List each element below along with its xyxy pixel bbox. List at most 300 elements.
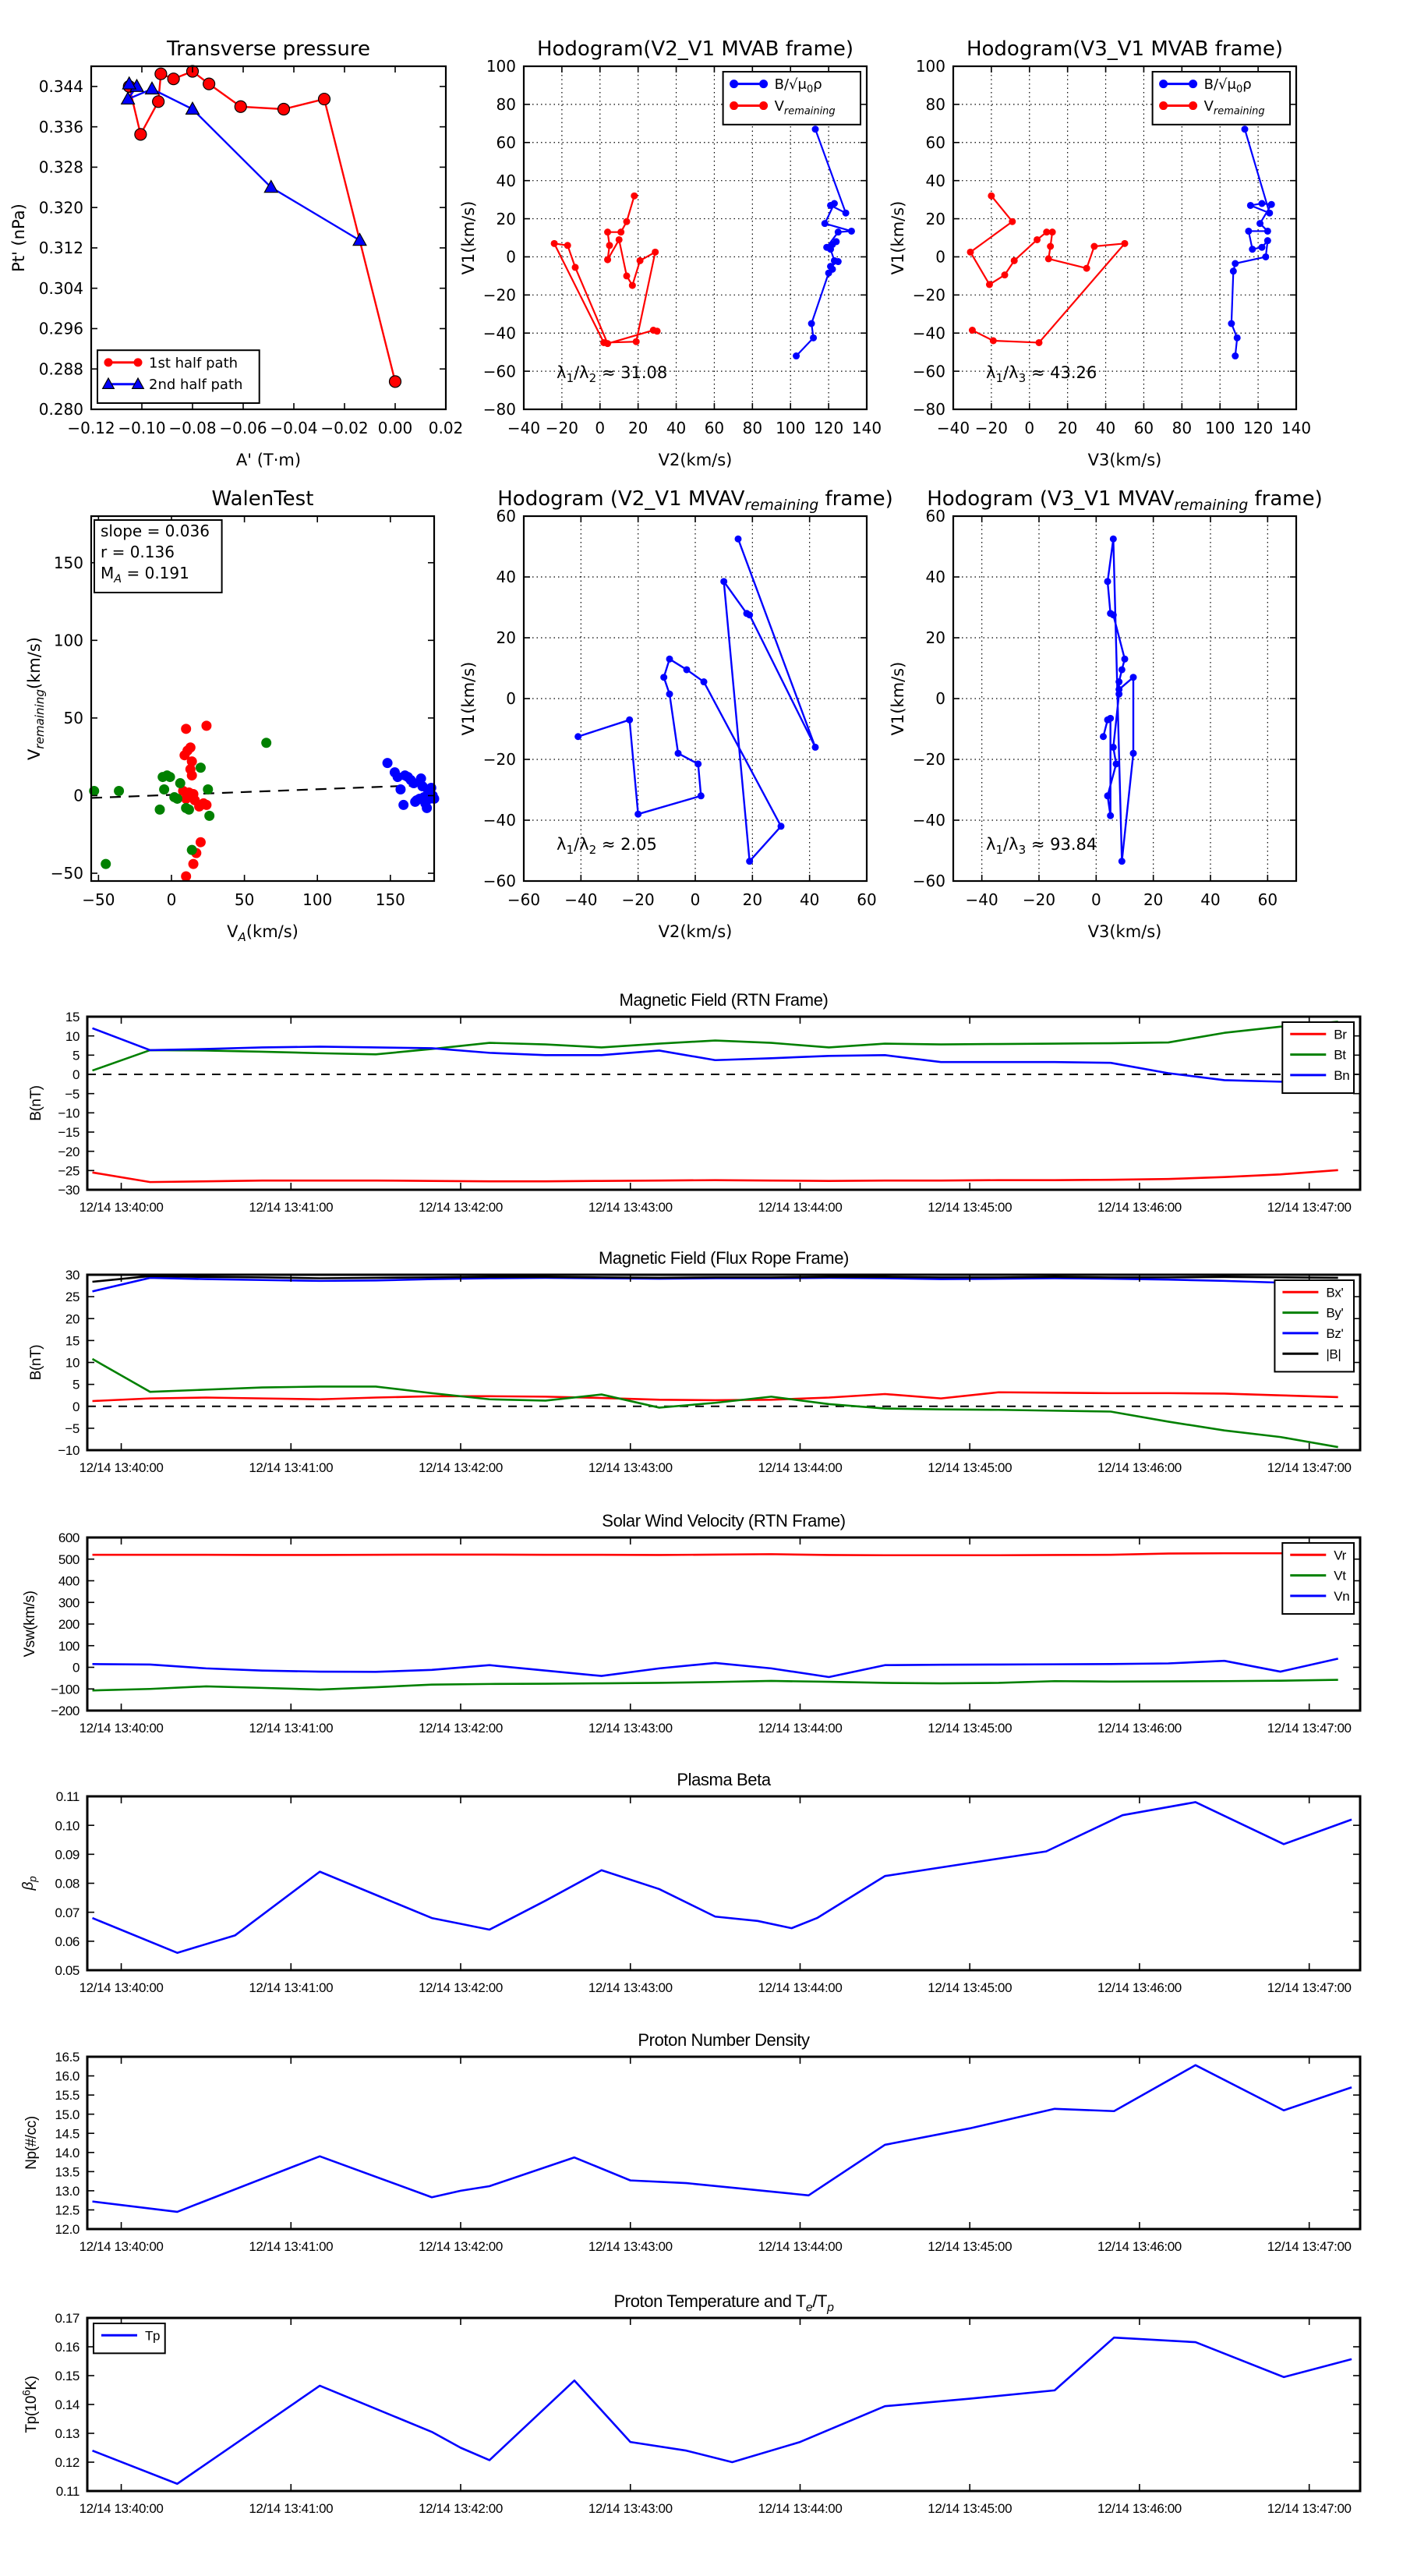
y-tick-label: 0.280 <box>38 400 83 419</box>
y-tick-label: 12.5 <box>55 2203 80 2218</box>
stats-line: r = 0.136 <box>101 543 175 561</box>
series-beta-p <box>93 1802 1352 1952</box>
chart-hodogram-v3v1-mvav <box>889 487 1323 941</box>
y-tick-label: 60 <box>496 133 516 152</box>
series-v-remaining-path <box>1100 536 1137 865</box>
x-tick-label: 40 <box>666 419 687 437</box>
x-tick-label: −50 <box>82 890 115 909</box>
series-scatter-blue <box>383 758 440 813</box>
y-axis-label: V1(km/s) <box>889 200 907 275</box>
legend-label: |B| <box>1326 1346 1341 1362</box>
y-tick-label: 0.10 <box>55 1818 80 1834</box>
y-tick-label: 25 <box>65 1290 80 1305</box>
x-tick-label: 12/14 13:45:00 <box>928 2501 1012 2516</box>
x-tick-label: 12/14 13:43:00 <box>588 1980 673 1995</box>
x-tick-label: 12/14 13:41:00 <box>249 2239 334 2254</box>
x-tick-label: 12/14 13:40:00 <box>79 2239 164 2254</box>
x-tick-label: −60 <box>507 890 541 909</box>
y-tick-label: 0.296 <box>38 319 83 338</box>
y-tick-label: 20 <box>925 209 945 228</box>
x-tick-label: 12/14 13:44:00 <box>758 1980 843 1995</box>
y-axis-label: V1(km/s) <box>889 661 907 736</box>
x-tick-label: 12/14 13:45:00 <box>928 1721 1012 1736</box>
y-axis-label: V1(km/s) <box>459 200 478 275</box>
x-tick-label: 120 <box>814 419 844 437</box>
y-axis-label: $\beta_p$ <box>20 1876 39 1891</box>
stats-line: $M_A = 0.191$ <box>101 564 189 586</box>
x-tick-label: 20 <box>1143 890 1164 909</box>
x-tick-label: 12/14 13:47:00 <box>1267 1460 1352 1475</box>
x-tick-label: 12/14 13:46:00 <box>1097 1460 1182 1475</box>
plot-frame <box>87 2318 1360 2491</box>
y-tick-label: 0.16 <box>55 2340 80 2355</box>
chart-title: Magnetic Field (Flux Rope Frame) <box>599 1248 849 1268</box>
legend <box>1282 1022 1354 1093</box>
plot-frame <box>87 1796 1360 1970</box>
x-tick-label: −0.02 <box>320 419 369 437</box>
lambda-ratio-annotation: $\lambda_1/\lambda_2 \approx 31.08$ <box>557 363 668 386</box>
y-tick-label: −80 <box>912 400 945 419</box>
chart-title: Solar Wind Velocity (RTN Frame) <box>602 1511 846 1530</box>
y-tick-label: 0 <box>72 1660 80 1675</box>
y-tick-label: 60 <box>925 133 945 152</box>
series-1st-half-path <box>123 65 401 387</box>
legend-label: Br <box>1334 1027 1347 1042</box>
x-tick-label: 12/14 13:47:00 <box>1267 1200 1352 1215</box>
series-Bx-prime <box>93 1392 1338 1401</box>
y-tick-label: 15 <box>65 1010 80 1025</box>
x-tick-label: 12/14 13:47:00 <box>1267 2501 1352 2516</box>
y-tick-label: 0.13 <box>55 2426 80 2442</box>
series-V-remaining <box>551 193 661 347</box>
x-tick-label: 12/14 13:44:00 <box>758 1200 843 1215</box>
chart-hodogram-v2v1-mvav <box>459 487 893 941</box>
y-tick-label: 15.0 <box>55 2107 80 2122</box>
x-tick-label: 150 <box>375 890 405 909</box>
y-tick-label: 0.11 <box>55 2484 80 2500</box>
x-tick-label: 60 <box>704 419 725 437</box>
y-tick-label: 0 <box>935 689 945 709</box>
x-tick-label: 100 <box>302 890 333 909</box>
x-tick-label: 12/14 13:41:00 <box>249 1460 334 1475</box>
x-tick-label: 12/14 13:41:00 <box>249 1980 334 1995</box>
legend <box>94 2323 165 2353</box>
x-axis-label: V2(km/s) <box>658 451 733 469</box>
x-tick-label: 80 <box>742 419 763 437</box>
x-tick-label: 12/14 13:40:00 <box>79 1460 164 1475</box>
legend-label: Bt <box>1334 1047 1346 1063</box>
y-tick-label: 14.5 <box>55 2126 80 2142</box>
y-axis-label: V1(km/s) <box>459 661 478 736</box>
chart-proton-number-density <box>23 2030 1360 2254</box>
y-tick-label: 0.336 <box>38 117 83 136</box>
y-tick-label: 0.15 <box>55 2369 80 2384</box>
y-tick-label: −60 <box>482 872 516 891</box>
x-tick-label: 60 <box>857 890 877 909</box>
series-B-over-sqrt-mu0rho <box>1228 126 1274 359</box>
legend-label: Tp <box>145 2328 161 2344</box>
y-tick-label: −60 <box>912 362 945 381</box>
x-tick-label: 12/14 13:45:00 <box>928 1460 1012 1475</box>
x-tick-label: 0 <box>690 890 701 909</box>
x-tick-label: −40 <box>564 890 598 909</box>
y-axis <box>51 1530 1360 1718</box>
x-tick-label: −40 <box>507 419 541 437</box>
y-tick-label: −50 <box>50 864 83 883</box>
y-tick-label: 20 <box>496 209 516 228</box>
x-tick-label: 12/14 13:42:00 <box>419 2501 503 2516</box>
x-tick-label: 12/14 13:40:00 <box>79 1721 164 1736</box>
y-tick-label: 40 <box>925 568 945 587</box>
chart-title: Proton Temperature and $T_e/T_p$ <box>613 2291 834 2315</box>
y-axis-label: Vsw(km/s) <box>22 1591 38 1658</box>
y-axis-label: $V_{remaining}(km/s)$ <box>25 636 48 761</box>
series-Br <box>93 1170 1338 1182</box>
y-tick-label: 60 <box>925 507 945 526</box>
x-tick-label: 20 <box>1057 419 1078 437</box>
y-tick-label: −200 <box>51 1704 80 1719</box>
x-tick-label: −20 <box>545 419 578 437</box>
y-tick-label: 0.11 <box>55 1789 80 1805</box>
stats-box <box>94 520 222 593</box>
y-tick-label: 0.14 <box>55 2397 80 2413</box>
y-axis-label: B(nT) <box>28 1085 44 1121</box>
x-axis-label: A' (T·m) <box>235 451 302 469</box>
x-tick-label: 12/14 13:41:00 <box>249 2501 334 2516</box>
x-tick-label: 12/14 13:46:00 <box>1097 1200 1182 1215</box>
x-tick-label: 12/14 13:46:00 <box>1097 1980 1182 1995</box>
x-tick-label: −0.10 <box>118 419 166 437</box>
plot-frame <box>87 1537 1360 1711</box>
y-tick-label: −40 <box>482 324 516 343</box>
y-tick-label: 0.07 <box>55 1905 80 1920</box>
x-axis <box>80 2057 1352 2254</box>
x-axis <box>80 1796 1352 1995</box>
y-tick-label: 16.5 <box>55 2050 80 2065</box>
y-tick-label: 0.09 <box>55 1847 80 1863</box>
legend-label: $B/√\mu_0\rho$ <box>774 76 822 96</box>
y-tick-label: 150 <box>53 553 83 572</box>
x-tick-label: 60 <box>1257 890 1278 909</box>
y-tick-label: −20 <box>912 285 945 305</box>
x-tick-label: 12/14 13:40:00 <box>79 2501 164 2516</box>
y-tick-label: 20 <box>925 628 945 648</box>
y-tick-label: 0.17 <box>55 2311 80 2327</box>
legend <box>97 350 260 403</box>
legend <box>723 72 861 125</box>
y-tick-label: 600 <box>58 1530 80 1546</box>
y-tick-label: −15 <box>58 1125 80 1141</box>
x-tick-label: 0 <box>1090 890 1101 909</box>
y-tick-label: 0.320 <box>38 198 83 218</box>
legend-label: Vr <box>1334 1548 1346 1563</box>
y-tick-label: 15.5 <box>55 2088 80 2104</box>
x-tick-label: 100 <box>776 419 806 437</box>
x-tick-label: 12/14 13:46:00 <box>1097 2501 1182 2516</box>
y-tick-label: 0 <box>73 786 83 805</box>
x-tick-label: 12/14 13:40:00 <box>79 1200 164 1215</box>
y-tick-label: −60 <box>912 872 945 891</box>
x-tick-label: 12/14 13:44:00 <box>758 1721 843 1736</box>
y-tick-label: 10 <box>65 1028 80 1044</box>
legend-label: Bn <box>1334 1068 1350 1084</box>
legend-label: Bx' <box>1326 1285 1344 1300</box>
x-tick-label: −20 <box>974 419 1008 437</box>
x-tick-label: 12/14 13:47:00 <box>1267 2239 1352 2254</box>
y-tick-label: −100 <box>51 1682 80 1697</box>
x-axis <box>80 1275 1352 1475</box>
y-tick-label: 5 <box>72 1048 80 1063</box>
chart-title: Plasma Beta <box>677 1770 771 1789</box>
y-tick-label: 100 <box>915 57 945 76</box>
y-tick-label: −20 <box>482 750 516 770</box>
y-tick-label: 30 <box>65 1268 80 1283</box>
chart-title: Magnetic Field (RTN Frame) <box>619 990 829 1010</box>
y-tick-label: 13.0 <box>55 2184 80 2199</box>
y-tick-label: 0.288 <box>38 359 83 379</box>
x-tick-label: 80 <box>1172 419 1193 437</box>
x-tick-label: 12/14 13:46:00 <box>1097 1721 1182 1736</box>
y-axis <box>58 1268 1360 1458</box>
y-tick-label: 500 <box>58 1552 80 1567</box>
x-tick-label: 0.02 <box>428 419 464 437</box>
y-axis-label: Pt' (nPa) <box>9 203 28 272</box>
x-tick-label: −20 <box>621 890 655 909</box>
series-Bz-prime <box>93 1278 1338 1291</box>
y-tick-label: −40 <box>912 324 945 343</box>
x-tick-label: −20 <box>1022 890 1056 909</box>
y-tick-label: 50 <box>63 709 83 728</box>
y-tick-label: 40 <box>496 568 516 587</box>
series-Vt <box>93 1680 1338 1691</box>
x-tick-label: 12/14 13:43:00 <box>588 2501 673 2516</box>
series-v-remaining-path <box>574 536 818 865</box>
x-tick-label: 12/14 13:45:00 <box>928 1200 1012 1215</box>
y-tick-label: −60 <box>482 362 516 381</box>
x-tick-label: 0 <box>166 890 177 909</box>
y-tick-label: 0.12 <box>55 2455 80 2471</box>
y-tick-label: 14.0 <box>55 2145 80 2160</box>
y-tick-label: 0.344 <box>38 77 83 97</box>
chart-title: Hodogram (V2_V1 $MVAV_{remaining}$ frame) <box>497 487 893 515</box>
chart-transverse-pressure <box>9 37 463 469</box>
x-tick-label: −40 <box>936 419 970 437</box>
chart-title: Hodogram(V2_V1 MVAB frame) <box>536 37 854 61</box>
x-tick-label: 20 <box>627 419 648 437</box>
plot-frame <box>87 1275 1360 1450</box>
x-tick-label: 12/14 13:43:00 <box>588 1721 673 1736</box>
series-Vr <box>93 1553 1338 1555</box>
x-tick-label: 12/14 13:43:00 <box>588 2239 673 2254</box>
x-tick-label: 12/14 13:42:00 <box>419 1200 503 1215</box>
y-tick-label: 100 <box>486 57 516 76</box>
y-tick-label: 0.312 <box>38 239 83 258</box>
y-axis-label: Np(#/cc) <box>23 2116 40 2170</box>
x-tick-label: 12/14 13:40:00 <box>79 1980 164 1995</box>
legend-label: $V_{remaining}$ <box>774 98 836 118</box>
y-tick-label: 20 <box>496 628 516 648</box>
x-tick-label: 60 <box>1133 419 1154 437</box>
y-tick-label: 20 <box>65 1311 80 1327</box>
y-tick-label: 0 <box>72 1067 80 1083</box>
y-axis <box>55 2311 1361 2499</box>
x-axis <box>80 1537 1352 1736</box>
x-tick-label: 12/14 13:44:00 <box>758 2239 843 2254</box>
series-By-prime <box>93 1359 1338 1447</box>
y-tick-label: 0.06 <box>55 1934 80 1949</box>
x-tick-label: 40 <box>1095 419 1116 437</box>
x-tick-label: 12/14 13:41:00 <box>249 1200 334 1215</box>
x-tick-label: 0 <box>595 419 606 437</box>
y-tick-label: −40 <box>482 811 516 830</box>
y-tick-label: −40 <box>912 811 945 830</box>
lambda-ratio-annotation: $\lambda_1/\lambda_3 \approx 93.84$ <box>986 835 1097 858</box>
series-scatter-red <box>178 720 211 881</box>
x-tick-label: 0 <box>1024 419 1035 437</box>
series-Bt <box>93 1021 1338 1070</box>
legend <box>1282 1543 1354 1614</box>
y-axis <box>58 1010 1360 1198</box>
y-tick-label: 80 <box>925 95 945 115</box>
x-axis <box>80 2318 1352 2516</box>
y-tick-label: 0 <box>935 247 945 267</box>
y-axis <box>51 554 434 883</box>
chart-hodogram-v3v1-mvab <box>889 37 1311 469</box>
chart-magnetic-field-flux-rope <box>28 1248 1360 1475</box>
stats-line: slope = 0.036 <box>101 522 210 540</box>
y-axis-label: B(nT) <box>28 1344 44 1381</box>
legend-label: Vt <box>1334 1568 1346 1583</box>
x-axis-label: $V_A(km/s)$ <box>227 922 299 945</box>
chart-walen-test <box>25 487 440 944</box>
series-Vn <box>93 1658 1338 1677</box>
x-tick-label: 12/14 13:46:00 <box>1097 2239 1182 2254</box>
x-tick-label: 40 <box>1200 890 1221 909</box>
y-tick-label: −25 <box>58 1163 80 1179</box>
x-tick-label: 140 <box>1281 419 1312 437</box>
x-tick-label: 0.00 <box>377 419 413 437</box>
x-tick-label: 12/14 13:45:00 <box>928 1980 1012 1995</box>
y-tick-label: 80 <box>496 95 516 115</box>
y-tick-label: −5 <box>65 1086 80 1102</box>
y-tick-label: 0.304 <box>38 278 83 298</box>
y-tick-label: −80 <box>482 400 516 419</box>
chart-magnetic-field-rtn <box>28 990 1360 1215</box>
y-tick-label: 5 <box>72 1377 80 1392</box>
y-axis-label: $Tp(10^6K)$ <box>20 2376 40 2433</box>
fit-line <box>91 785 434 798</box>
y-tick-label: −30 <box>58 1183 80 1198</box>
x-tick-label: −0.06 <box>219 419 267 437</box>
chart-title: Transverse pressure <box>167 37 370 61</box>
chart-title: Hodogram (V3_V1 $MVAV_{remaining}$ frame) <box>927 487 1323 515</box>
y-tick-label: −5 <box>65 1421 80 1436</box>
legend-label: 2nd half path <box>149 377 243 394</box>
legend <box>1274 1280 1354 1371</box>
legend-label: $V_{remaining}$ <box>1203 98 1265 118</box>
chart-proton-temperature <box>20 2291 1360 2516</box>
x-tick-label: 50 <box>234 890 255 909</box>
x-tick-label: 12/14 13:42:00 <box>419 1460 503 1475</box>
y-tick-label: −20 <box>482 285 516 305</box>
legend <box>1153 72 1290 125</box>
chart-solar-wind-velocity <box>22 1511 1360 1736</box>
series-B-over-sqrt-mu0rho <box>793 126 855 359</box>
x-tick-label: −0.12 <box>67 419 115 437</box>
y-tick-label: 400 <box>58 1573 80 1589</box>
x-tick-label: 12/14 13:45:00 <box>928 2239 1012 2254</box>
x-tick-label: 12/14 13:42:00 <box>419 2239 503 2254</box>
y-tick-label: −20 <box>912 750 945 770</box>
y-tick-label: 0.328 <box>38 157 83 177</box>
y-tick-label: 300 <box>58 1595 80 1611</box>
x-tick-label: 12/14 13:42:00 <box>419 1721 503 1736</box>
y-tick-label: 60 <box>496 507 516 526</box>
grid <box>524 516 867 881</box>
y-tick-label: 15 <box>65 1333 80 1349</box>
x-tick-label: 12/14 13:44:00 <box>758 2501 843 2516</box>
x-tick-label: 40 <box>799 890 820 909</box>
y-axis <box>55 1789 1361 1978</box>
y-tick-label: 0.08 <box>55 1876 80 1891</box>
x-tick-label: −0.04 <box>270 419 318 437</box>
x-tick-label: 140 <box>851 419 882 437</box>
x-tick-label: 12/14 13:44:00 <box>758 1460 843 1475</box>
x-tick-label: −0.08 <box>168 419 217 437</box>
chart-plasma-beta <box>20 1770 1360 1995</box>
x-axis-label: V3(km/s) <box>1087 922 1162 941</box>
legend-label: Bz' <box>1326 1326 1344 1342</box>
y-axis <box>55 2050 1361 2237</box>
y-tick-label: 0.05 <box>55 1963 80 1979</box>
x-tick-label: 12/14 13:47:00 <box>1267 1721 1352 1736</box>
legend-label: $B/√\mu_0\rho$ <box>1203 76 1252 96</box>
series-Tp <box>93 2337 1352 2484</box>
x-tick-label: 12/14 13:42:00 <box>419 1980 503 1995</box>
y-tick-label: 10 <box>65 1355 80 1371</box>
y-tick-label: 0 <box>506 689 516 709</box>
y-tick-label: 40 <box>925 171 945 190</box>
lambda-ratio-annotation: $\lambda_1/\lambda_3 \approx 43.26$ <box>986 363 1097 386</box>
series-Np <box>93 2065 1352 2212</box>
legend-label: By' <box>1326 1305 1344 1321</box>
x-tick-label: 20 <box>742 890 763 909</box>
y-tick-label: 0 <box>72 1399 80 1414</box>
y-tick-label: 16.0 <box>55 2068 80 2084</box>
x-tick-label: 12/14 13:47:00 <box>1267 1980 1352 1995</box>
y-tick-label: 0 <box>506 247 516 267</box>
legend-label: Vn <box>1334 1589 1350 1605</box>
x-tick-label: 12/14 13:41:00 <box>249 1721 334 1736</box>
chart-title: Proton Number Density <box>638 2030 810 2050</box>
x-tick-label: 12/14 13:43:00 <box>588 1460 673 1475</box>
x-tick-label: 100 <box>1205 419 1235 437</box>
y-tick-label: −10 <box>58 1106 80 1121</box>
lambda-ratio-annotation: $\lambda_1/\lambda_2 \approx 2.05$ <box>557 835 657 858</box>
series-V-remaining <box>967 193 1129 346</box>
x-tick-label: 12/14 13:43:00 <box>588 1200 673 1215</box>
y-tick-label: 200 <box>58 1617 80 1633</box>
x-axis-label: V2(km/s) <box>658 922 733 941</box>
plot-frame <box>87 2057 1360 2229</box>
y-tick-label: 40 <box>496 171 516 190</box>
chart-title: WalenTest <box>211 487 314 511</box>
x-tick-label: −40 <box>965 890 998 909</box>
y-tick-label: 12.0 <box>55 2222 80 2238</box>
y-tick-label: −10 <box>58 1443 80 1459</box>
y-tick-label: 100 <box>58 1638 80 1654</box>
x-tick-label: 120 <box>1243 419 1274 437</box>
